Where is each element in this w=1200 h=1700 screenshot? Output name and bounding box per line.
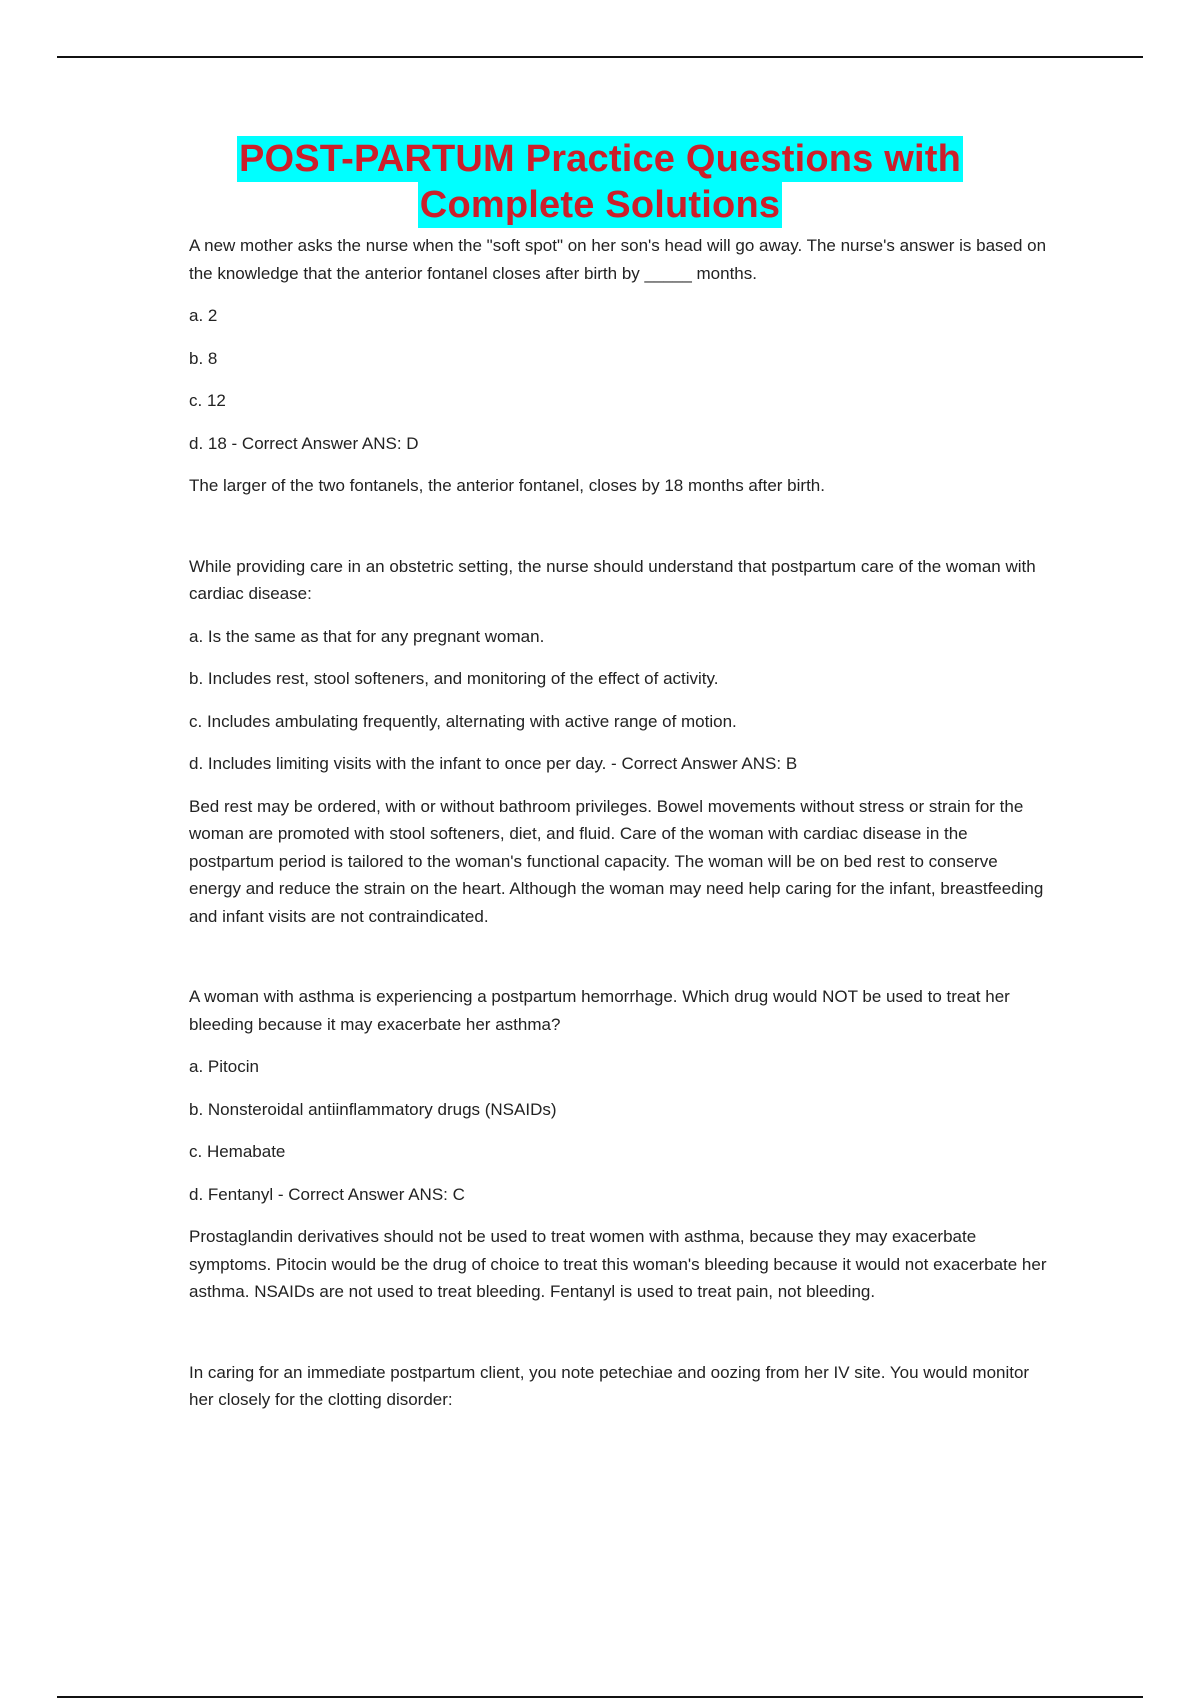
question-2-stem: While providing care in an obstetric setting, the nurse should understand that postpartum care of the woman with cardiac disease:	[189, 556, 1036, 603]
title-line-1: POST-PARTUM Practice Questions with	[238, 138, 962, 180]
question-3-stem: A woman with asthma is experiencing a postpartum hemorrhage. Which drug would NOT be used to treat her bleeding because it may exacerbate her asthma?	[189, 987, 1010, 1034]
question-3-option-c: c. Hemabate	[189, 1142, 286, 1161]
question-4-stem: In caring for an immediate postpartum client, you note petechiae and oozing from her IV site. You would monitor her closely for the clotting disorder:	[189, 1362, 1030, 1409]
question-2-option-b: b. Includes rest, stool softeners, and monitoring of the effect of activity.	[189, 669, 719, 688]
question-3-option-a: a. Pitocin	[189, 1057, 259, 1076]
document-body	[189, 232, 1049, 1429]
title-line-2: Complete Solutions	[419, 184, 781, 226]
question-1-option-b: b. 8	[189, 348, 218, 368]
question-1-rationale: The larger of the two fontanels, the anterior fontanel, closes by 18 months after birth.	[189, 476, 825, 495]
question-1-option-a: a. 2	[189, 306, 218, 325]
bottom-divider	[57, 1696, 1143, 1698]
question-3-rationale: Prostaglandin derivatives should not be used to treat women with asthma, because they may exacerbate symptoms. Pitocin would be the drug of choice to treat this woman's bleeding because it would not exacerbate her asthma. NSAIDs are not used to treat bleeding. Fentanyl is used to treat pain, not bleeding.	[189, 1227, 1047, 1301]
spacer	[189, 515, 1049, 553]
question-3-option-b: b. Nonsteroidal antiinflammatory drugs (NSAIDs)	[189, 1099, 557, 1119]
question-2-option-c: c. Includes ambulating frequently, alternating with active range of motion.	[189, 711, 737, 731]
question-2-option-d: d. Includes limiting visits with the infant to once per day. - Correct Answer ANS: B	[189, 754, 798, 773]
question-3-option-d: d. Fentanyl - Correct Answer ANS: C	[189, 1184, 465, 1204]
question-1-stem: A new mother asks the nurse when the "soft spot" on her son's head will go away. The nurse's answer is based on the knowledge that the anterior fontanel closes after birth by _____ months.	[189, 236, 1047, 283]
page-title	[0, 136, 1200, 228]
question-2-option-a: a. Is the same as that for any pregnant woman.	[189, 626, 545, 646]
top-divider	[57, 56, 1143, 58]
spacer	[189, 1321, 1049, 1359]
question-2-rationale: Bed rest may be ordered, with or without bathroom privileges. Bowel movements without stress or strain for the woman are promoted with stool softeners, diet, and fluid. Care of the woman with cardiac disease in the postpartum period is tailored to the woman's functional capacity. The woman will be on bed rest to conserve energy and reduce the strain on the heart. Although the woman may need help caring for the infant, breastfeeding and infant visits are not contraindicated.	[189, 796, 1044, 926]
spacer	[189, 945, 1049, 983]
question-1-option-c: c. 12	[189, 391, 226, 410]
question-1-option-d: d. 18 - Correct Answer ANS: D	[189, 433, 419, 453]
